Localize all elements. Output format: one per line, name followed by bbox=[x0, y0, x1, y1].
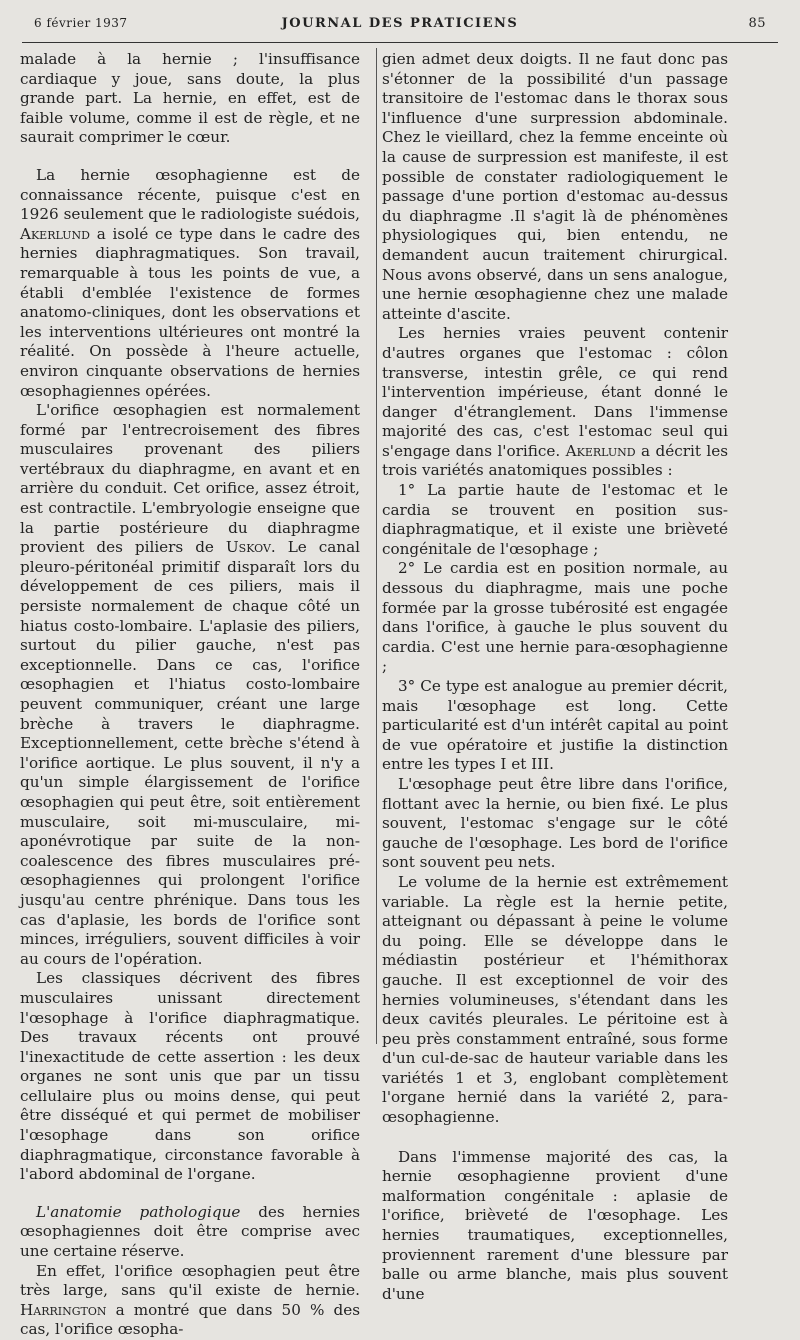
paragraph: La hernie œsophagienne est de connaissance récente, puisque c'est en 1926 seulement que le radiologiste suédois, Akerlund a isolé ce type dans le cadre des hernies diaphragmatiques. Son travail, remarquable à tous les points de vue, a établi d'emblée l'existence de formes anatomo-cliniques, dont les observations et les interventions ultérieures ont montré la réalité. On possède à l'heure actuelle, environ cinquante observations de hernies œsophagiennes opérées. bbox=[20, 165, 360, 400]
paragraph: L'œsophage peut être libre dans l'orifice, flottant avec la hernie, ou bien fixé. Le plus souvent, l'estomac s'engage sur le côté gauche de l'œsophage. Les bord de l'orifice sont souvent peu nets. bbox=[382, 774, 728, 872]
author-name: Uskov bbox=[225, 538, 271, 557]
journal-title: JOURNAL DES PRATICIENS bbox=[281, 16, 519, 31]
paragraph: L'anatomie pathologique des hernies œsophagiennes doit être comprise avec une certaine réserve. bbox=[20, 1202, 361, 1261]
paragraph: En effet, l'orifice œsophagien peut être très large, sans qu'il existe de hernie. Harrington a montré que dans 50 % des cas, l'orifice œsopha- bbox=[20, 1261, 360, 1339]
paragraph: Les hernies vraies peuvent contenir d'autres organes que l'estomac : côlon transverse, intestin grêle, ce qui rend l'intervention impérieuse, étant donné le danger d'étranglement. Dans l'immense majorité des cas, c'est l'estomac seul qui s'engage dans l'orifice. Akerlund a décrit les trois variétés anatomiques possibles : bbox=[382, 324, 728, 480]
page-header bbox=[28, 12, 772, 38]
author-name: Akerlund bbox=[20, 224, 90, 243]
paragraph: L'orifice œsophagien est normalement formé par l'entrecroisement des fibres musculaires provenant des piliers vertébraux du diaphragme, en avant et en arrière du conduit. Cet orifice, assez étroit, est contractile. L'embryologie enseigne que la partie postérieure du diaphragme provient des piliers de Uskov. Le canal pleuro-péritonéal primitif disparaît lors du développement de ces piliers, mais il persiste normalement de chaque côté un hiatus costo-lombaire. L'aplasie des piliers, surtout du pilier gauche, n'est pas exceptionnelle. Dans ce cas, l'orifice œsophagien et l'hiatus costo-lombaire peuvent communiquer, créant une large brèche à travers le diaphragme. Exceptionnellement, cette brèche s'étend à l'orifice aortique. Le plus souvent, il n'y a qu'un simple élargissement de l'orifice œsophagien qui peut être, soit entièrement musculaire, soit mi-musculaire, mi-aponévrotique par suite de la non-coalescence des fibres musculaires pré-œsophagiennes qui prolongent l'orifice jusqu'au centre phrénique. Dans tous les cas d'aplasie, les bords de l'orifice sont minces, irréguliers, souvent difficiles à voir au cours de l'opération. bbox=[20, 401, 361, 968]
column-divider bbox=[376, 48, 377, 1044]
paragraph: Les classiques décrivent des fibres musculaires unissant directement l'œsophage à l'orifice diaphragmatique. Des travaux récents ont prouvé l'inexactitude de cette assertion : les deux organes ne sont unis que par un tissu cellulaire plus ou moins dense, qui peut être disséqué et qui permet de mobiliser l'œsophage dans son orifice diaphragmatique, circonstance favorable à l'abord abdominal de l'organe. bbox=[20, 969, 360, 1184]
paragraph: Le volume de la hernie est extrêmement variable. La règle est la hernie petite, atteignant ou dépassant à peine le volume du poing. Elle se développe dans le médiastin postérieur et l'hémithorax gauche. Il est exceptionnel de voir des hernies volumineuses, s'étendant dans les deux cavités pleurales. Le péritoine est à peu près constamment entraîné, sous forme d'un cul-de-sac de hauteur variable dans les variétés 1 et 3, englobant complètement l'organe hernié dans la variété 2, para-œsophagienne. bbox=[382, 872, 728, 1127]
page-number: 85 bbox=[748, 16, 766, 31]
paragraph: Dans l'immense majorité des cas, la hernie œsophagienne provient d'une malformation congénitale : aplasie de l'orifice, brièveté de l'œsophage. Les hernies traumatiques, exceptionnelles, proviennent rarement d'une blessure par balle ou arme blanche, mais plus souvent d'une bbox=[382, 1147, 728, 1303]
list-item: 1° La partie haute de l'estomac et le cardia se trouvent en position sus-diaphragmatique, et il existe une brièveté congénitale de l'œsophage ; bbox=[382, 481, 728, 558]
right-column bbox=[382, 50, 728, 1304]
list-item: 2° Le cardia est en position normale, au dessous du diaphragme, mais une poche formée par la grosse tubérosité est engagée dans l'orifice, à gauche le plus souvent du cardia. C'est une hernie para-œsophagienne ; bbox=[382, 559, 728, 676]
author-name: Akerlund bbox=[565, 441, 636, 460]
header-date: 6 février 1937 bbox=[34, 16, 128, 30]
section-term: L'anatomie pathologique bbox=[36, 1202, 241, 1221]
header-rule bbox=[22, 42, 778, 43]
paragraph: gien admet deux doigts. Il ne faut donc pas s'étonner de la possibilité d'un passage transitoire de l'estomac dans le thorax sous l'influence d'une surpression abdominale. Chez le vieillard, chez la femme enceinte où la cause de surpression est manifeste, il est possible de constater radiologiquement le passage d'une portion d'estomac au-dessus du diaphragme .Il s'agit là de phénomènes physiologiques qui, bien entendu, ne demandent aucun traitement chirurgical. Nous avons observé, dans un sens analogue, une hernie œsophagienne chez une malade atteinte d'ascite. bbox=[382, 50, 728, 323]
author-name: Harrington bbox=[20, 1300, 107, 1319]
left-column bbox=[20, 50, 360, 1340]
paragraph: malade à la hernie ; l'insuffisance cardiaque y joue, sans doute, la plus grande part. La hernie, en effet, est de faible volume, comme il est de règle, et ne saurait comprimer le cœur. bbox=[20, 50, 360, 147]
list-item: 3° Ce type est analogue au premier décrit, mais l'œsophage est long. Cette particularité est d'un intérêt capital au point de vue opératoire et justifie la distinction entre les types I et III. bbox=[382, 677, 728, 774]
